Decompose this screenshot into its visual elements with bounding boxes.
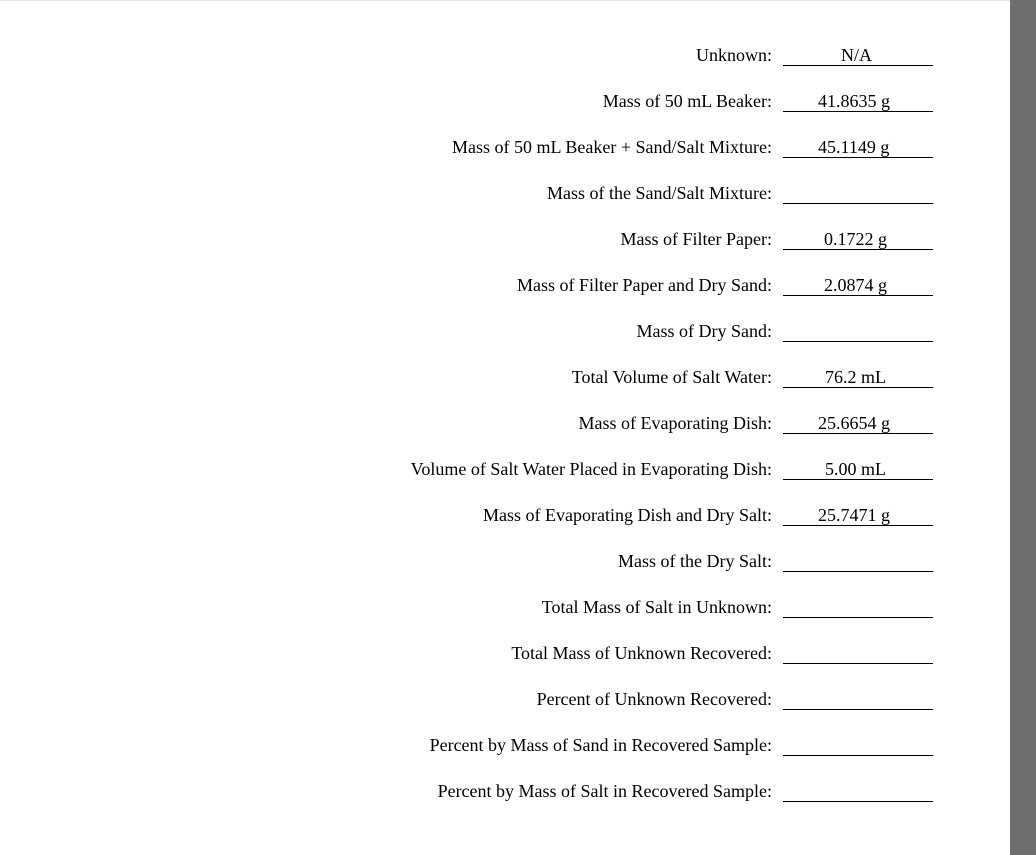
underline <box>783 65 933 66</box>
answer-blank <box>783 780 933 802</box>
worksheet-row-dry-sand-mass <box>0 310 1010 356</box>
underline <box>783 479 933 480</box>
field-label: Mass of the Sand/Salt Mixture: <box>547 183 772 203</box>
underline <box>783 433 933 434</box>
worksheet-row-filter-paper-mass <box>0 218 1010 264</box>
answer-blank <box>783 412 933 434</box>
underline <box>783 387 933 388</box>
underline <box>783 295 933 296</box>
worksheet-fields <box>0 34 1010 816</box>
answer-blank <box>783 642 933 664</box>
worksheet-row-percent-salt <box>0 770 1010 816</box>
underline <box>783 571 933 572</box>
worksheet-row-salt-water-in-dish-volume <box>0 448 1010 494</box>
worksheet-row-beaker-mass <box>0 80 1010 126</box>
worksheet-row-salt-water-volume <box>0 356 1010 402</box>
field-label: Mass of Evaporating Dish: <box>578 413 772 433</box>
field-label: Mass of Dry Sand: <box>636 321 772 341</box>
answer-blank <box>783 182 933 204</box>
field-value: 5.00 mL <box>825 459 886 479</box>
field-value: 0.1722 g <box>824 229 887 249</box>
field-label: Mass of 50 mL Beaker: <box>602 91 772 111</box>
field-label: Total Mass of Salt in Unknown: <box>541 597 772 617</box>
worksheet-row-filter-paper-sand-mass <box>0 264 1010 310</box>
worksheet-row-percent-recovered <box>0 678 1010 724</box>
answer-blank <box>783 688 933 710</box>
answer-blank <box>783 320 933 342</box>
answer-blank <box>783 366 933 388</box>
field-value: N/A <box>841 45 872 65</box>
underline <box>783 617 933 618</box>
field-label: Percent by Mass of Sand in Recovered Sample: <box>429 735 772 755</box>
field-label: Percent of Unknown Recovered: <box>536 689 772 709</box>
answer-blank <box>783 90 933 112</box>
field-value: 25.6654 g <box>818 413 890 433</box>
field-value: 41.8635 g <box>818 91 890 111</box>
underline <box>783 663 933 664</box>
field-label: Mass of Evaporating Dish and Dry Salt: <box>483 505 772 525</box>
worksheet-row-dry-salt-mass <box>0 540 1010 586</box>
underline <box>783 341 933 342</box>
underline <box>783 709 933 710</box>
field-value: 25.7471 g <box>818 505 890 525</box>
answer-blank <box>783 734 933 756</box>
field-value: 76.2 mL <box>825 367 886 387</box>
underline <box>783 755 933 756</box>
underline <box>783 157 933 158</box>
answer-blank <box>783 550 933 572</box>
field-label: Mass of Filter Paper: <box>620 229 772 249</box>
field-label: Mass of the Dry Salt: <box>618 551 772 571</box>
field-label: Total Mass of Unknown Recovered: <box>511 643 772 663</box>
underline <box>783 801 933 802</box>
field-value: 45.1149 g <box>818 137 890 157</box>
answer-blank <box>783 596 933 618</box>
field-label: Total Volume of Salt Water: <box>571 367 772 387</box>
underline <box>783 249 933 250</box>
worksheet-row-dish-dry-salt-mass <box>0 494 1010 540</box>
worksheet-row-percent-sand <box>0 724 1010 770</box>
answer-blank <box>783 136 933 158</box>
worksheet-row-unknown <box>0 34 1010 80</box>
field-label: Mass of Filter Paper and Dry Sand: <box>517 275 772 295</box>
worksheet-row-evaporating-dish-mass <box>0 402 1010 448</box>
worksheet-row-mixture-mass <box>0 172 1010 218</box>
worksheet-row-total-recovered-mass <box>0 632 1010 678</box>
viewer-scroll-gutter <box>1010 0 1036 855</box>
answer-blank <box>783 274 933 296</box>
field-value: 2.0874 g <box>824 275 887 295</box>
underline <box>783 203 933 204</box>
underline <box>783 111 933 112</box>
answer-blank <box>783 228 933 250</box>
worksheet-row-total-salt-mass <box>0 586 1010 632</box>
worksheet-row-beaker-mixture-mass <box>0 126 1010 172</box>
answer-blank <box>783 458 933 480</box>
field-label: Volume of Salt Water Placed in Evaporating Dish: <box>410 459 772 479</box>
field-label: Mass of 50 mL Beaker + Sand/Salt Mixture: <box>452 137 772 157</box>
document-page <box>0 1 1010 855</box>
field-label: Percent by Mass of Salt in Recovered Sample: <box>437 781 772 801</box>
underline <box>783 525 933 526</box>
answer-blank <box>783 504 933 526</box>
answer-blank <box>783 44 933 66</box>
field-label: Unknown: <box>696 45 772 65</box>
